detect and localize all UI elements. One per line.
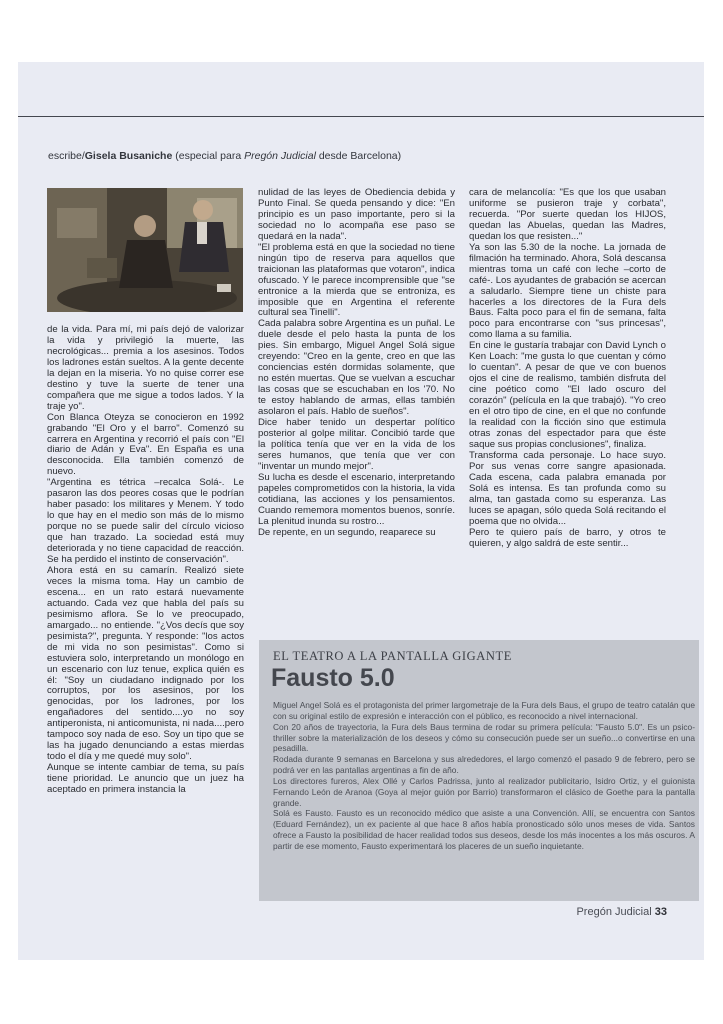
column-2: [258, 188, 455, 539]
footer-publication: Pregón Judicial: [576, 906, 652, 918]
byline-author: Gisela Busaniche: [84, 150, 173, 162]
paragraph: Ahora está en su camarín. Realizó siete veces la misma toma. Hay un cambio de escena... en un rato estará nuevamente actuando. Cada vez que habla del país su pesimismo aflora. Se lo ve preocupado, amargado... no entiende. "¿Vos decís que soy pesimista?", pregunta. Y responde: "los actos de mi vida no son pesimistas". Como si estuviera solo, interpretando un monólogo en un escenario con luz tenue, explica quién es él: "Soy un ciudadano indignado por los corruptos, por los asesinos, por los genocidas, por los ladrones, por los engañadores del sentido....yo no soy antiperonista, ni anticomunista, ni nada....pero tampoco soy nada de eso. Soy un tipo que se las ha jugado denunciando a estas mierdas todo el día y me quedé muy solo".: [47, 564, 244, 763]
sidebar-paragraph: Con 20 años de trayectoria, la Fura dels Baus termina de rodar su primera película: "Fausto 5.0". Es un psico-thriller sobre la materialización de los deseos y cómo su consecución puede ser un sueño...o convertirse en una pesadilla.: [273, 721, 695, 754]
byline-publication: Pregón Judicial: [244, 150, 316, 162]
paragraph: En cine le gustaría trabajar con David Lynch o Ken Loach: "me gusta lo que cuentan y cómo lo cuentan". A pesar de que ve con buenos ojos el cine de realismo, también disfruta del cine poético como "El lado oscuro del corazón" (película en la que trabajó). "Yo creo en el otro tipo de cine, en el que no confunde la realidad con la ficción sino que estimula otras zonas del espectador para que éste saque sus propias conclusiones", finaliza.: [469, 340, 666, 450]
column-1: [47, 325, 244, 796]
sidebar-body: [273, 700, 695, 852]
sidebar-kicker: EL TEATRO A LA PANTALLA GIGANTE: [273, 649, 513, 663]
paragraph: Ya son las 5.30 de la noche. La jornada de filmación ha terminado. Ahora, Solá descansa mientras toma un café con leche –corto de café-. Los ayudantes de grabación se acercan a saludarlo. Siempre tiene un chiste para hacerles a los directores de la Fura dels Baus. Falta poco para el fin de semana, falta poco para encontrarse con "sus princesas", como llama a su familia.: [469, 241, 666, 341]
column-3: [469, 188, 666, 549]
photo-icon: [47, 188, 243, 312]
header-rule: [18, 116, 704, 117]
paragraph: cara de melancolía: "Es que los que usaban uniforme se pusieron traje y corbata", recuerda. "Por suerte quedan los HIJOS, quedan las Abuelas, quedan las Madres, quedan los que resisten...": [469, 187, 666, 242]
sidebar-paragraph: Rodada durante 9 semanas en Barcelona y sus alrededores, el largo comenzó el pasado 9 de febrero, pero se podrá ver en las pantallas argentinas a fin de año.: [273, 754, 695, 776]
byline-post: desde Barcelona): [315, 150, 402, 162]
paragraph: "Argentina es tétrica –recalca Solá-. Le pasaron las dos peores cosas que le podrían haber pasado: los militares y Menem. Y todo lo que hay en el medio son más de lo mismo porque no se puede salir del círculo vicioso que han trazado. La sociedad está muy deteriorada y no tiene capacidad de reacción. Se ha perdido el instinto de conservación".: [47, 477, 244, 566]
paragraph: nulidad de las leyes de Obediencia debida y Punto Final. Se queda pensando y dice: "En principio es un paso importante, pero si la sociedad no lo acompaña ese paso se quedará en la nada".: [258, 187, 455, 242]
sidebar-box: [259, 640, 699, 901]
paragraph: Dice haber tenido un despertar político posterior al golpe militar. Concibió tarde que la política tenía que ver en la vida de los seres humanos, que tenía que ver con "inventar un mundo mejor".: [258, 417, 455, 472]
paragraph: Aunque se intente cambiar de tema, su país tiene prioridad. Le anuncio que un juez ha aceptado en primera instancia la: [47, 762, 244, 796]
page-footer: [576, 906, 667, 918]
paragraph: de la vida. Para mí, mi país dejó de valorizar la vida y privilegió la muerte, las necrológicas... premia a los asesinos. Todos los ladrones están sueltos. A la gente decente la dejan en la miseria. Yo no quise correr ese destino y tuve la suerte de tener una compañera que me sigue a todos lados. Y la traje yo".: [47, 324, 244, 412]
byline: [48, 150, 401, 162]
sidebar-paragraph: Miguel Angel Solá es el protagonista del primer largometraje de la Fura dels Baus, el grupo de teatro catalán que con su original estilo de expresión e interacción con el público, es reconocido a nivel internacional.: [273, 700, 695, 721]
byline-pre: (especial para: [172, 150, 245, 162]
sidebar-paragraph: Solá es Fausto. Fausto es un reconocido médico que asiste a una Convención. Allí, se encuentra con Santos (Eduard Fernández), un ex paciente al que hace 8 años había pronosticado sólo unos meses de vida. Santos ofrece a Fausto la posibilidad de hacer realidad todos sus deseos, desde los más inocentes a los más oscuros. A partir de ese momento, Fausto experimentará los placeres de un sueño inquietante.: [273, 808, 695, 851]
byline-prefix: escribe/: [48, 150, 85, 162]
page-number: 33: [654, 906, 667, 918]
sidebar-title: Fausto 5.0: [271, 664, 395, 692]
paragraph: Pero te quiero país de barro, y otros te quieren, y algo saldrá de este sentir...: [469, 526, 666, 549]
paragraph: De repente, en un segundo, reaparece su: [258, 526, 436, 538]
paragraph: Su lucha es desde el escenario, interpretando papeles comprometidos con la historia, la vida cotidiana, las acciones y los pensamientos. Cuando rememora momentos buenos, sonríe. La plenitud inunda su rostro...: [258, 471, 455, 527]
paragraph: Cada palabra sobre Argentina es un puñal. Le duele desde el pelo hasta la punta de los pies. Sin embargo, Miguel Angel Solá sigue creyendo: "Creo en la gente, creo en que las conciencias estén dormidas solamente, que no estén muertas. Que se vuelvan a escuchar las cosas que se escuchaban en los '70. No te estoy hablando de armas, ellas también asolaron el país. Hablo de sueños".: [258, 318, 455, 418]
paragraph: Transforma cada personaje. Lo hace suyo. Por sus venas corre sangre apasionada. Cada escena, cada palabra emanada por Solá es intensa. Es tan profunda como su alma, tan gastada como su esperanza. Las luces se apagan, sólo queda Solá recitando el poema que no olvida...: [469, 449, 666, 527]
article-photo: [47, 188, 243, 312]
sidebar-paragraph: Los directores fureros, Alex Ollé y Carlos Padrissa, junto al realizador publicitario, Isidro Ortiz, y el guionista Fernando León de Aranoa (Goya al mejor guión por Barrio) transformaron el clásico de Goethe para la pantalla grande.: [273, 775, 695, 808]
paragraph: Con Blanca Oteyza se conocieron en 1992 grabando "El Oro y el barro". Comenzó su carrera en Argentina y recorrió el país con "El diario de Adán y Eva". En España es una desconocida. Ella también comenzó de nuevo.: [47, 411, 244, 478]
paragraph: "El problema está en que la sociedad no tiene ningún tipo de reserva para aquellos que traicionan las plataformas que votaron", indica ofuscado. Y le parece incomprensible que "se entronice a la mierda que se entroniza, es imposible que en Argentina el referente cultural sea Tinelli".: [258, 241, 455, 319]
